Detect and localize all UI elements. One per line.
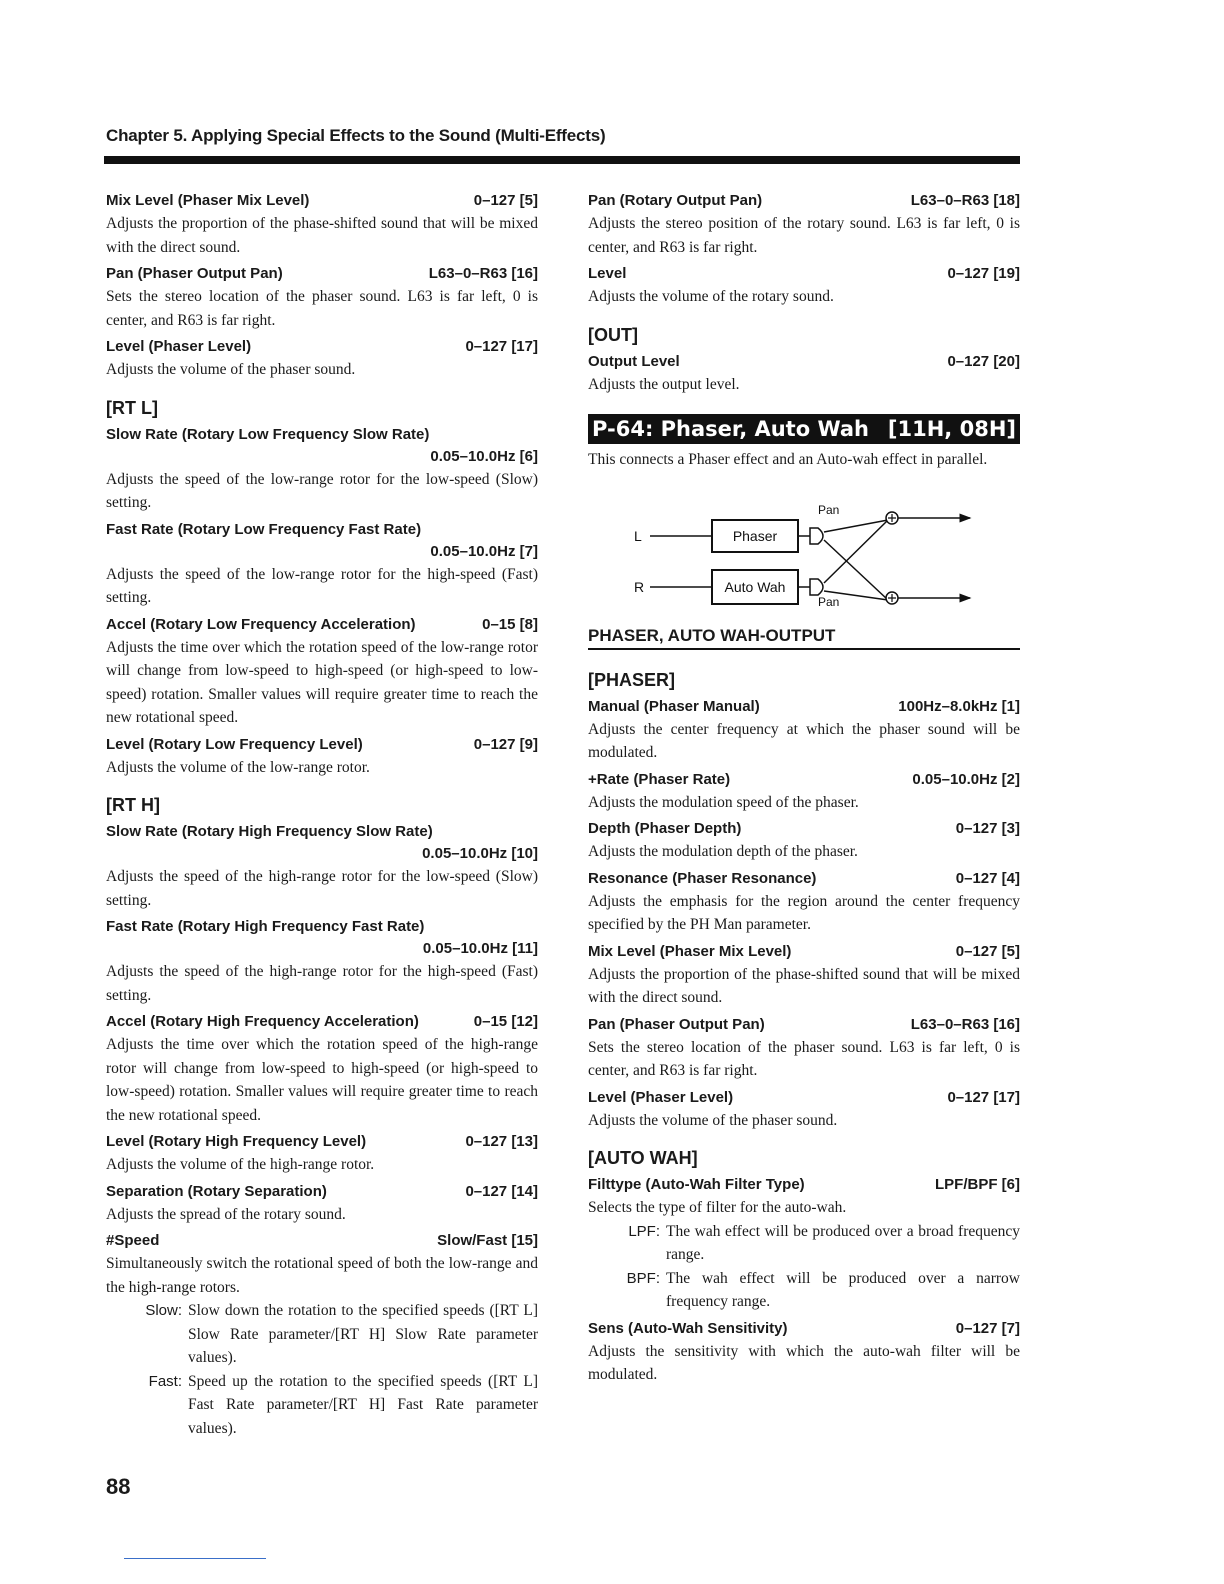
param-phaser-level-2 [588, 1087, 1020, 1133]
param-phaser-rate [588, 769, 1020, 815]
param-phaser-resonance [588, 868, 1020, 937]
param-desc: Simultaneously switch the rotational speed of both the low-range and the high-range rotors. [106, 1255, 538, 1296]
param-phaser-manual [588, 696, 1020, 765]
param-range: 0–127 [9] [473, 735, 538, 753]
param-range: 0.05–10.0Hz [7] [430, 542, 538, 560]
param-name: Fast Rate (Rotary High Frequency Fast Rate) [106, 918, 425, 935]
param-desc: Adjusts the spread of the rotary sound. [106, 1205, 346, 1223]
param-phaser-mix-level-2 [588, 941, 1020, 1010]
param-rt-h-slow-rate [106, 821, 538, 912]
param-name: #Speed [106, 1232, 160, 1249]
param-range: 0.05–10.0Hz [10] [422, 845, 538, 862]
param-range: 0–127 [20] [947, 352, 1020, 370]
param-range: 0–15 [12] [473, 1013, 538, 1030]
param-name: Pan (Rotary Output Pan) [588, 192, 763, 209]
param-name: Level (Phaser Level) [106, 338, 252, 355]
param-desc: Adjusts the time over which the rotation speed of the low-range rotor will change from low-speed to high-speed (or high-speed to low-speed) rotation. Smaller values will require greater time to reach the new rotational speed. [106, 638, 538, 726]
param-phaser-depth [588, 818, 1020, 864]
param-range: 0–127 [3] [955, 820, 1020, 837]
option-value: Speed up the rotation to the specified speeds ([RT L] Fast Rate parameter/[RT H] Fast Rate parameter values). [188, 1372, 538, 1437]
option-fast [106, 1370, 538, 1441]
param-name: Resonance (Phaser Resonance) [588, 869, 817, 887]
param-auto-wah-sens [588, 1318, 1020, 1387]
option-value: The wah effect will be produced over a broad frequency range. [666, 1222, 1020, 1263]
option-value: Slow down the rotation to the specified speeds ([RT L] Slow Rate parameter/[RT H] Slow Rate parameter values). [188, 1302, 538, 1366]
right-column [588, 190, 1020, 1391]
param-desc: Adjusts the center frequency at which the phaser sound will be modulated. [588, 720, 1020, 761]
param-desc: Adjusts the speed of the low-range rotor for the high-speed (Fast) setting. [106, 565, 538, 606]
param-name: Level (Phaser Level) [588, 1088, 734, 1106]
input-r-label: R [634, 578, 645, 595]
param-range: 0–127 [17] [947, 1088, 1020, 1106]
pan-bottom-label: Pan [818, 594, 840, 606]
effect-intro: This connects a Phaser effect and an Auto-wah effect in parallel. [588, 451, 988, 468]
param-phaser-mix-level [106, 190, 538, 259]
option-key: Slow: [145, 1302, 182, 1319]
param-name: Level (Rotary Low Frequency Level) [106, 735, 363, 753]
param-phaser-level [106, 336, 538, 382]
param-desc: Sets the stereo location of the phaser sound. L63 is far left, 0 is center, and R63 is far right. [588, 1038, 1020, 1079]
param-name: Level [588, 265, 627, 282]
param-range: 0.05–10.0Hz [2] [912, 770, 1020, 788]
param-name: +Rate (Phaser Rate) [588, 770, 731, 788]
pan-top-label: Pan [818, 502, 840, 517]
param-rt-l-fast-rate [106, 519, 538, 610]
param-rotary-output-pan [588, 190, 1020, 259]
param-name: Manual (Phaser Manual) [588, 697, 760, 715]
section-out: [OUT] [588, 324, 638, 345]
left-column [106, 190, 538, 1444]
param-output-level [588, 351, 1020, 397]
param-range: 0–127 [4] [955, 869, 1020, 887]
param-desc: Adjusts the sensitivity with which the auto-wah filter will be modulated. [588, 1342, 1020, 1383]
chapter-title: Chapter 5. Applying Special Effects to the Sound (Multi-Effects) [106, 126, 606, 145]
param-range: 100Hz–8.0kHz [1] [898, 697, 1020, 715]
phaser-block-label: Phaser [732, 527, 778, 544]
param-name: Pan (Phaser Output Pan) [106, 265, 283, 282]
param-desc: Sets the stereo location of the phaser sound. L63 is far left, 0 is center, and R63 is far right. [106, 288, 538, 329]
section-phaser: [PHASER] [588, 669, 676, 690]
option-lpf [588, 1220, 1020, 1267]
param-range: 0–127 [13] [465, 1133, 538, 1150]
param-desc: Adjusts the modulation speed of the phaser. [588, 793, 859, 811]
param-range: L63–0–R63 [18] [910, 192, 1020, 209]
effect-code: [11H, 08H] [887, 417, 1016, 441]
param-desc: Adjusts the volume of the phaser sound. [106, 361, 356, 378]
pan-bottom-symbol [810, 579, 823, 595]
param-name: Output Level [588, 352, 680, 370]
section-rt-l: [RT L] [106, 397, 158, 418]
param-range: LPF/BPF [6] [935, 1176, 1020, 1193]
param-desc: Adjusts the emphasis for the region around the center frequency specified by the PH Man parameter. [588, 892, 1020, 933]
param-rt-l-slow-rate [106, 424, 538, 515]
param-desc: Adjusts the proportion of the phase-shifted sound that will be mixed with the direct sound. [106, 215, 538, 256]
option-value: The wah effect will be produced over a narrow frequency range. [666, 1269, 1020, 1310]
effect-title: P-64: Phaser, Auto Wah [592, 417, 869, 441]
param-range: 0–127 [17] [465, 338, 538, 355]
param-desc: Adjusts the volume of the phaser sound. [588, 1111, 838, 1129]
signal-flow-diagram [588, 472, 1020, 606]
subsection-output: PHASER, AUTO WAH-OUTPUT [588, 626, 1020, 650]
param-desc: Adjusts the speed of the high-range rotor for the high-speed (Fast) setting. [106, 963, 538, 1004]
param-rt-h-fast-rate [106, 916, 538, 1007]
param-name: Level (Rotary High Frequency Level) [106, 1133, 367, 1150]
param-name: Accel (Rotary Low Frequency Acceleration) [106, 615, 416, 633]
page-number: 88 [106, 1474, 131, 1499]
param-range: L63–0–R63 [16] [428, 265, 538, 282]
input-l-label: L [634, 527, 642, 544]
param-desc: Adjusts the output level. [588, 375, 740, 393]
param-desc: Adjusts the modulation depth of the phaser. [588, 843, 858, 860]
param-desc: Adjusts the proportion of the phase-shifted sound that will be mixed with the direct sound. [588, 965, 1020, 1006]
param-rotary-level [588, 263, 1020, 309]
param-name: Pan (Phaser Output Pan) [588, 1015, 765, 1033]
param-desc: Adjusts the speed of the low-range rotor for the low-speed (Slow) setting. [106, 470, 538, 511]
param-name: Slow Rate (Rotary Low Frequency Slow Rate) [106, 425, 430, 443]
param-rt-l-accel [106, 614, 538, 730]
param-name: Accel (Rotary High Frequency Acceleration) [106, 1013, 419, 1030]
param-range: 0–127 [14] [465, 1182, 538, 1200]
param-desc: Selects the type of filter for the auto-wah. [588, 1199, 847, 1216]
param-speed [106, 1230, 538, 1440]
param-name: Fast Rate (Rotary Low Frequency Fast Rate) [106, 520, 422, 538]
param-range: L63–0–R63 [16] [910, 1015, 1020, 1033]
param-range: 0–15 [8] [482, 615, 538, 633]
option-key: LPF: [628, 1222, 660, 1240]
param-rt-l-level [106, 734, 538, 780]
param-phaser-output-pan [106, 263, 538, 332]
option-slow [106, 1299, 538, 1370]
param-rotary-separation [106, 1181, 538, 1227]
param-desc: Adjusts the time over which the rotation speed of the high-range rotor will change from low-speed to high-speed (or high-speed to low-speed) rotation. Smaller values will require greater time to reach the new rotational speed. [106, 1036, 538, 1124]
pan-top-symbol [810, 528, 823, 544]
param-range: 0.05–10.0Hz [6] [430, 447, 538, 465]
param-desc: Adjusts the volume of the rotary sound. [588, 288, 834, 305]
param-range: 0.05–10.0Hz [11] [422, 940, 538, 957]
param-range: 0–127 [19] [947, 265, 1020, 282]
section-rt-h: [RT H] [106, 795, 160, 815]
param-desc: Adjusts the speed of the high-range rotor for the low-speed (Slow) setting. [106, 868, 538, 909]
signal-flow-svg [588, 472, 1020, 606]
option-key: BPF: [626, 1269, 660, 1287]
param-range: 0–127 [7] [955, 1319, 1020, 1337]
effect-banner [588, 414, 1020, 444]
auto-wah-block-label: Auto Wah [724, 578, 786, 595]
param-name: Slow Rate (Rotary High Frequency Slow Rate) [106, 823, 433, 840]
param-name: Mix Level (Phaser Mix Level) [106, 192, 310, 209]
param-name: Separation (Rotary Separation) [106, 1182, 327, 1200]
section-auto-wah: [AUTO WAH] [588, 1148, 698, 1168]
param-name: Sens (Auto-Wah Sensitivity) [588, 1319, 788, 1337]
param-desc: Adjusts the stereo position of the rotary sound. L63 is far left, 0 is center, and R63 is far right. [588, 215, 1020, 256]
chapter-rule [104, 156, 1020, 164]
param-name: Mix Level (Phaser Mix Level) [588, 942, 792, 960]
bottom-line [124, 1558, 266, 1559]
param-range: 0–127 [5] [473, 192, 538, 209]
param-range: 0–127 [5] [955, 942, 1020, 960]
param-rt-h-accel [106, 1011, 538, 1127]
option-key: Fast: [148, 1372, 182, 1390]
param-rt-h-level [106, 1131, 538, 1177]
param-desc: Adjusts the volume of the high-range rotor. [106, 1156, 375, 1173]
param-phaser-output-pan-2 [588, 1014, 1020, 1083]
param-range: Slow/Fast [15] [437, 1232, 538, 1249]
param-filter-type [588, 1174, 1020, 1314]
param-desc: Adjusts the volume of the low-range rotor. [106, 758, 370, 776]
option-bpf [588, 1267, 1020, 1314]
param-name: Depth (Phaser Depth) [588, 820, 742, 837]
param-name: Filttype (Auto-Wah Filter Type) [588, 1176, 805, 1193]
